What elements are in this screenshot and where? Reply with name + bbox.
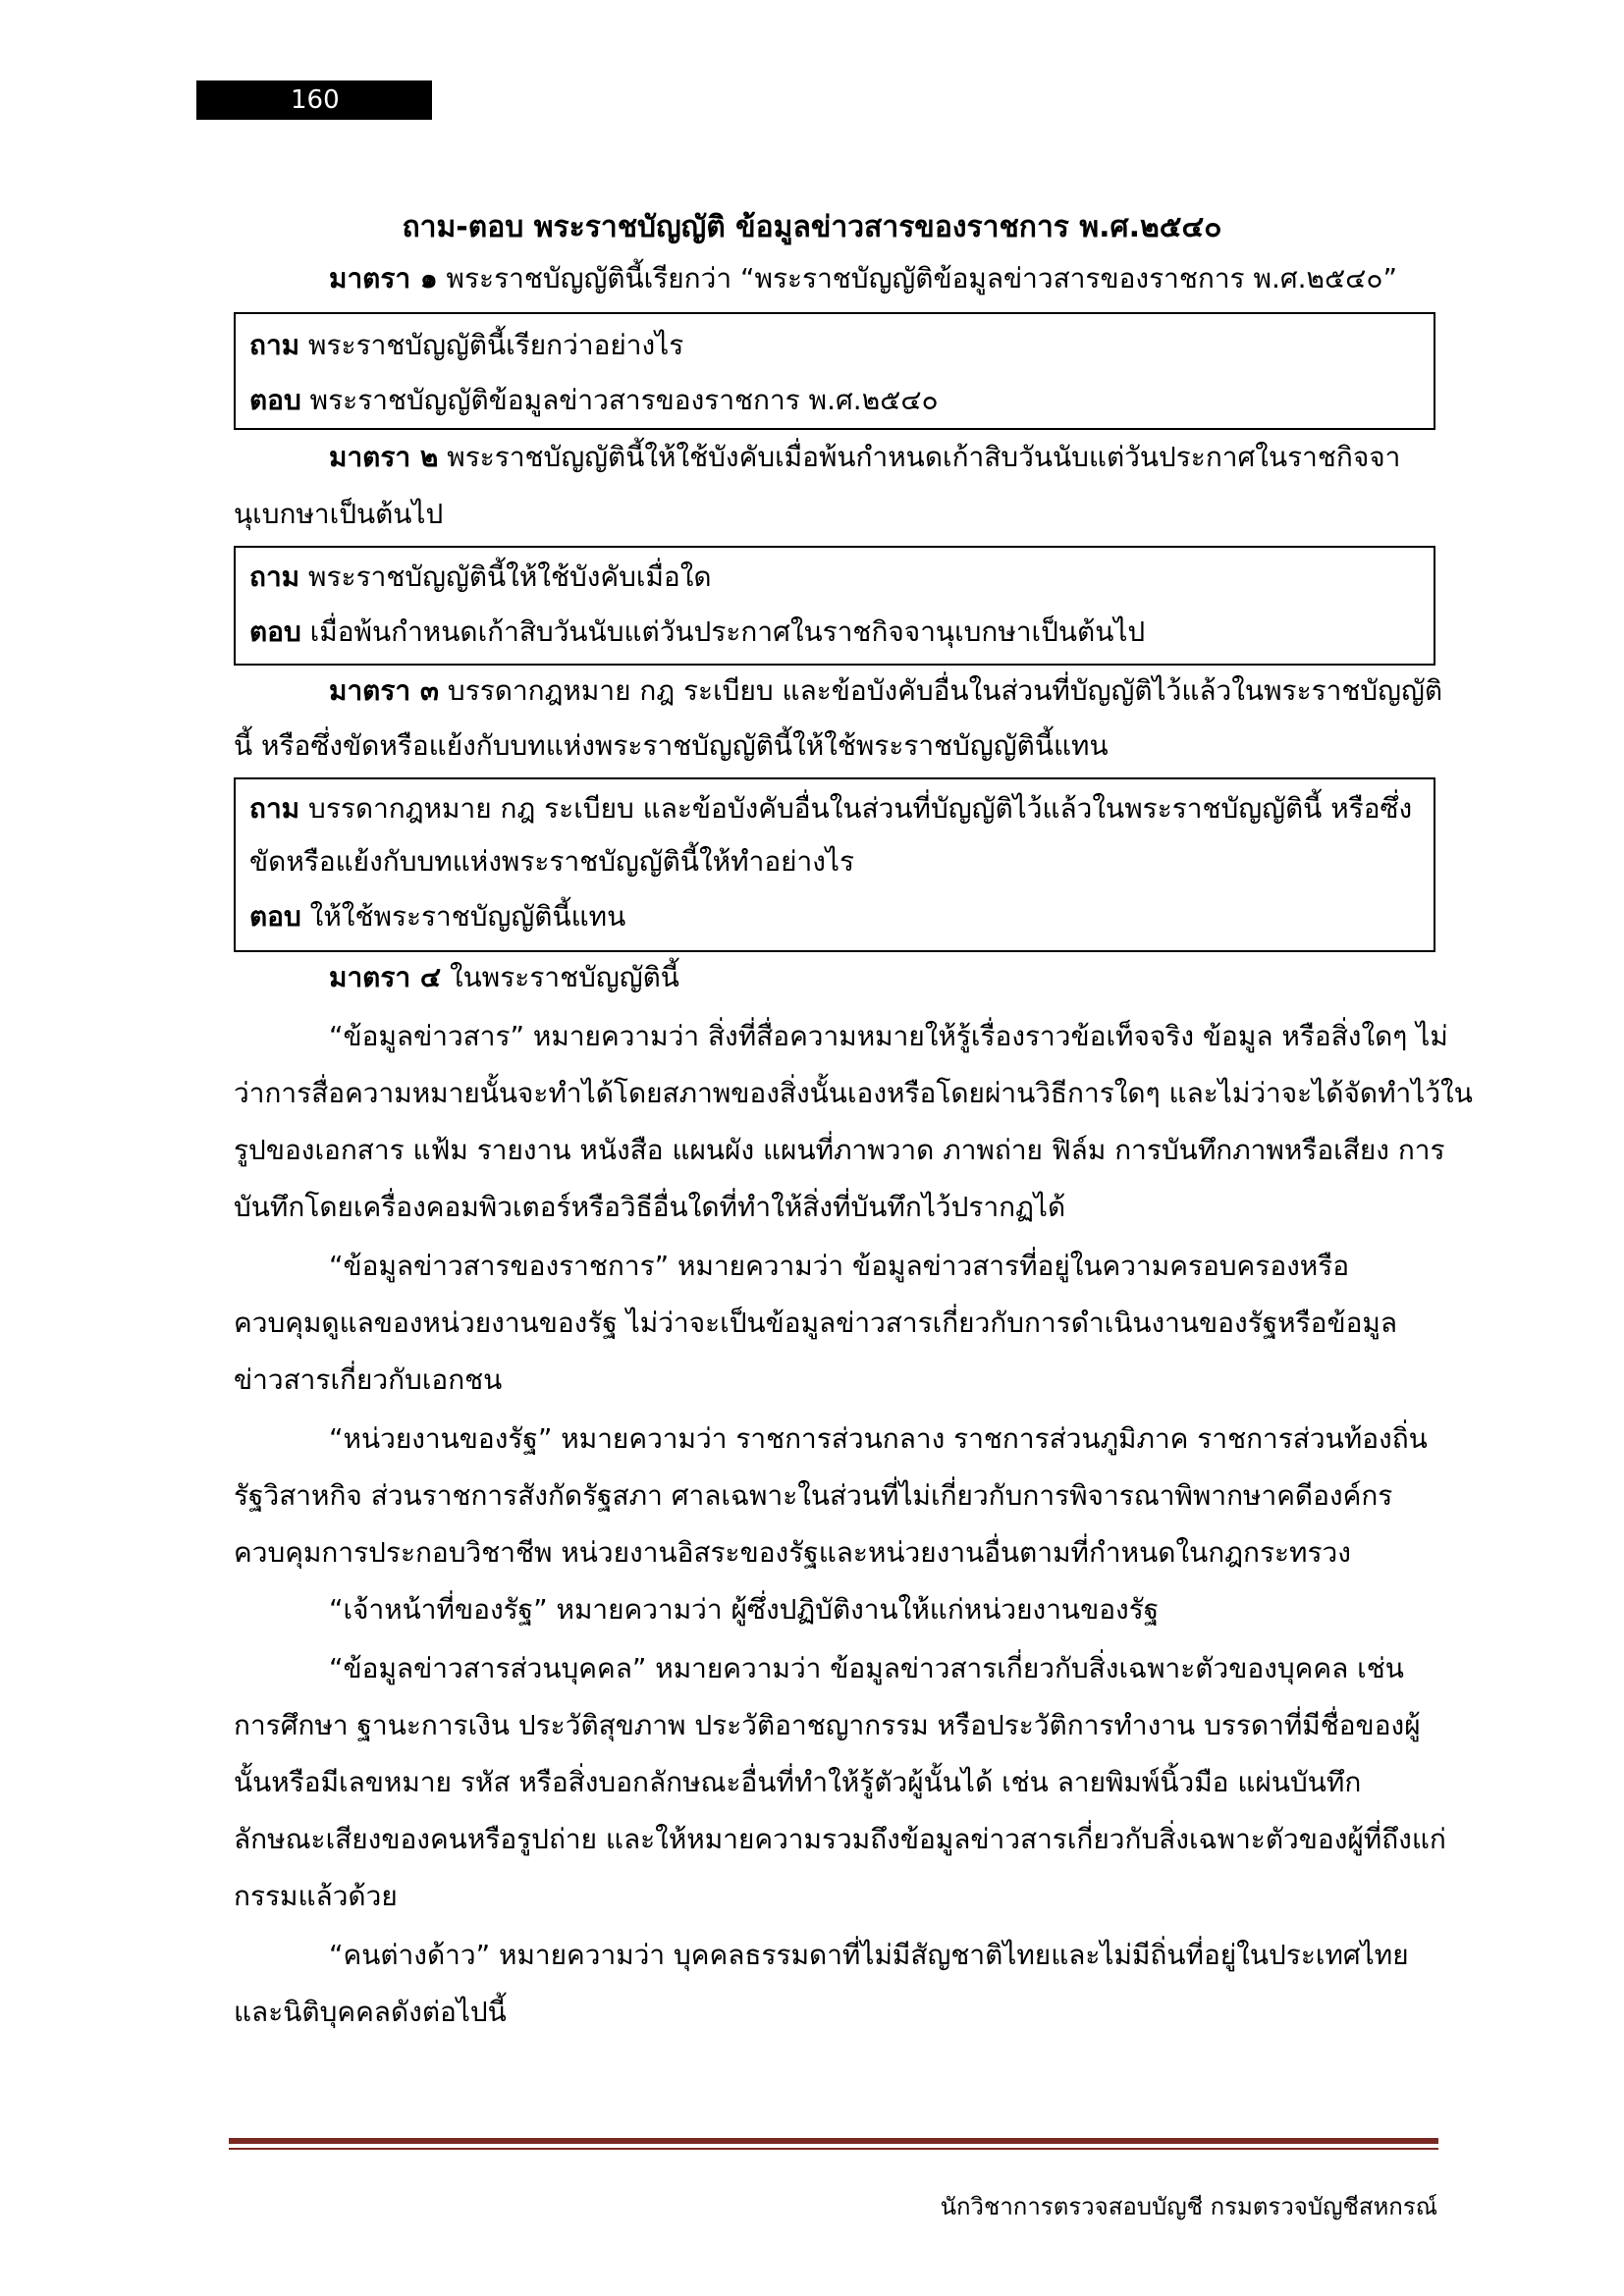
definition-5-line-2: การศึกษา ฐานะการเงิน ประวัติสุขภาพ ประวัติอาชญากรรม หรือประวัติการทำงาน บรรดาที่มีชื่อของผู้ bbox=[234, 1709, 1421, 1741]
answer-label: ตอบ bbox=[249, 384, 301, 416]
question-label: ถาม bbox=[249, 561, 300, 593]
answer-label: ตอบ bbox=[249, 615, 301, 648]
section-2-cont: นุเบกษาเป็นต้นไป bbox=[234, 498, 444, 530]
definition-4-line-1: “เจ้าหน้าที่ของรัฐ” หมายความว่า ผู้ซึ่งปฏิบัติงานให้แก่หน่วยงานของรัฐ bbox=[329, 1593, 1160, 1626]
section-3-cont: นี้ หรือซึ่งขัดหรือแย้งกับบทแห่งพระราชบัญญัตินี้ให้ใช้พระราชบัญญัตินี้แทน bbox=[234, 729, 1109, 762]
question-text: พระราชบัญญัตินี้เรียกว่าอย่างไร bbox=[299, 329, 684, 361]
definition-3-line-1: “หน่วยงานของรัฐ” หมายความว่า ราชการส่วนกลาง ราชการส่วนภูมิภาค ราชการส่วนท้องถิ่น bbox=[329, 1422, 1428, 1455]
section-label: มาตรา ๒ bbox=[329, 441, 439, 473]
question bbox=[249, 326, 683, 365]
footer-rule-thick bbox=[229, 2138, 1438, 2144]
question-label: ถาม bbox=[249, 792, 300, 825]
qa-box-3 bbox=[234, 777, 1435, 952]
definition-5-line-1: “ข้อมูลข่าวสารส่วนบุคคล” หมายความว่า ข้อมูลข่าวสารเกี่ยวกับสิ่งเฉพาะตัวของบุคคล เช่น bbox=[329, 1652, 1404, 1684]
section-text: ในพระราชบัญญัตินี้ bbox=[441, 961, 679, 993]
question-text: บรรดากฎหมาย กฎ ระเบียบ และข้อบังคับอื่นในส่วนที่บัญญัติไว้แล้วในพระราชบัญญัตินี้ หรือซึ่ง bbox=[299, 792, 1413, 825]
section-4 bbox=[329, 958, 679, 997]
answer-label: ตอบ bbox=[249, 900, 301, 933]
answer-text: ให้ใช้พระราชบัญญัตินี้แทน bbox=[300, 900, 626, 933]
section-text: พระราชบัญญัตินี้เรียกว่า “พระราชบัญญัติข้อมูลข่าวสารของราชการ พ.ศ.๒๕๔๐” bbox=[437, 262, 1397, 294]
section-label: มาตรา ๔ bbox=[329, 961, 442, 993]
question-label: ถาม bbox=[249, 329, 300, 361]
footer-rule-thin bbox=[229, 2148, 1438, 2150]
answer bbox=[249, 613, 1145, 652]
qa-box-2 bbox=[234, 546, 1435, 666]
section-1 bbox=[329, 259, 1397, 298]
definition-1-line-3: รูปของเอกสาร แฟ้ม รายงาน หนังสือ แผนผัง แผนที่ภาพวาด ภาพถ่าย ฟิล์ม การบันทึกภาพหรือเสียง การ bbox=[234, 1134, 1445, 1166]
section-label: มาตรา ๑ bbox=[329, 262, 438, 294]
answer-text: เมื่อพ้นกำหนดเก้าสิบวันนับแต่วันประกาศในราชกิจจานุเบกษาเป็นต้นไป bbox=[300, 615, 1146, 648]
definition-2-line-1: “ข้อมูลข่าวสารของราชการ” หมายความว่า ข้อมูลข่าวสารที่อยู่ในความครอบครองหรือ bbox=[329, 1250, 1350, 1282]
definition-3-line-3: ควบคุมการประกอบวิชาชีพ หน่วยงานอิสระของรัฐและหน่วยงานอื่นตามที่กำหนดในกฎกระทรวง bbox=[234, 1536, 1351, 1569]
definition-3-line-2: รัฐวิสาหกิจ ส่วนราชการสังกัดรัฐสภา ศาลเฉพาะในส่วนที่ไม่เกี่ยวกับการพิจารณาพิพากษาคดีองค์กร bbox=[234, 1479, 1393, 1512]
definition-1-line-2: ว่าการสื่อความหมายนั้นจะทำได้โดยสภาพของสิ่งนั้นเองหรือโดยผ่านวิธีการใดๆ และไม่ว่าจะได้จัดทำไว้ใน bbox=[234, 1077, 1473, 1109]
definition-5-line-4: ลักษณะเสียงของคนหรือรูปถ่าย และให้หมายความรวมถึงข้อมูลข่าวสารเกี่ยวกับสิ่งเฉพาะตัวของผู้ที่ถึงแก่ bbox=[234, 1823, 1446, 1855]
qa-box-1 bbox=[234, 312, 1435, 430]
page-number: 160 bbox=[196, 80, 432, 120]
definition-6-line-1: “คนต่างด้าว” หมายความว่า บุคคลธรรมดาที่ไม่มีสัญชาติไทยและไม่มีถิ่นที่อยู่ในประเทศไทย bbox=[329, 1939, 1409, 1971]
footer-text: นักวิชาการตรวจสอบบัญชี กรมตรวจบัญชีสหกรณ์ bbox=[940, 2193, 1437, 2220]
question bbox=[249, 789, 1412, 828]
section-text: พระราชบัญญัตินี้ให้ใช้บังคับเมื่อพ้นกำหนดเก้าสิบวันนับแต่วันประกาศในราชกิจจา bbox=[438, 441, 1401, 473]
definition-2-line-3: ข่าวสารเกี่ยวกับเอกชน bbox=[234, 1363, 503, 1396]
question bbox=[249, 558, 712, 597]
definition-2-line-2: ควบคุมดูแลของหน่วยงานของรัฐ ไม่ว่าจะเป็นข้อมูลข่าวสารเกี่ยวกับการดำเนินงานของรัฐหรือข้อมูล bbox=[234, 1307, 1398, 1339]
definition-1-line-4: บันทึกโดยเครื่องคอมพิวเตอร์หรือวิธีอื่นใดที่ทำให้สิ่งที่บันทึกไว้ปรากฏได้ bbox=[234, 1191, 1066, 1223]
answer-text: พระราชบัญญัติข้อมูลข่าวสารของราชการ พ.ศ.๒๕๔๐ bbox=[300, 384, 939, 416]
page-title: ถาม-ตอบ พระราชบัญญัติ ข้อมูลข่าวสารของราชการ พ.ศ.๒๕๔๐ bbox=[402, 210, 1222, 244]
answer bbox=[249, 381, 939, 420]
section-3 bbox=[329, 671, 1442, 711]
answer bbox=[249, 897, 625, 936]
question-text: พระราชบัญญัตินี้ให้ใช้บังคับเมื่อใด bbox=[299, 561, 712, 593]
definition-1-line-1: “ข้อมูลข่าวสาร” หมายความว่า สิ่งที่สื่อความหมายให้รู้เรื่องราวข้อเท็จจริง ข้อมูล หรือสิ่งใดๆ ไม่ bbox=[329, 1020, 1448, 1052]
question-cont: ขัดหรือแย้งกับบทแห่งพระราชบัญญัตินี้ให้ทำอย่างไร bbox=[249, 845, 855, 878]
definition-5-line-3: นั้นหรือมีเลขหมาย รหัส หรือสิ่งบอกลักษณะอื่นที่ทำให้รู้ตัวผู้นั้นได้ เช่น ลายพิมพ์นิ้วมือ แผ่นบันทึก bbox=[234, 1766, 1362, 1798]
section-2 bbox=[329, 438, 1400, 477]
definition-5-line-5: กรรมแล้วด้วย bbox=[234, 1880, 398, 1912]
definition-6-line-2: และนิติบุคคลดังต่อไปนี้ bbox=[234, 1996, 507, 2028]
section-label: มาตรา ๓ bbox=[329, 674, 440, 707]
section-text: บรรดากฎหมาย กฎ ระเบียบ และข้อบังคับอื่นในส่วนที่บัญญัติไว้แล้วในพระราชบัญญัติ bbox=[439, 674, 1443, 707]
